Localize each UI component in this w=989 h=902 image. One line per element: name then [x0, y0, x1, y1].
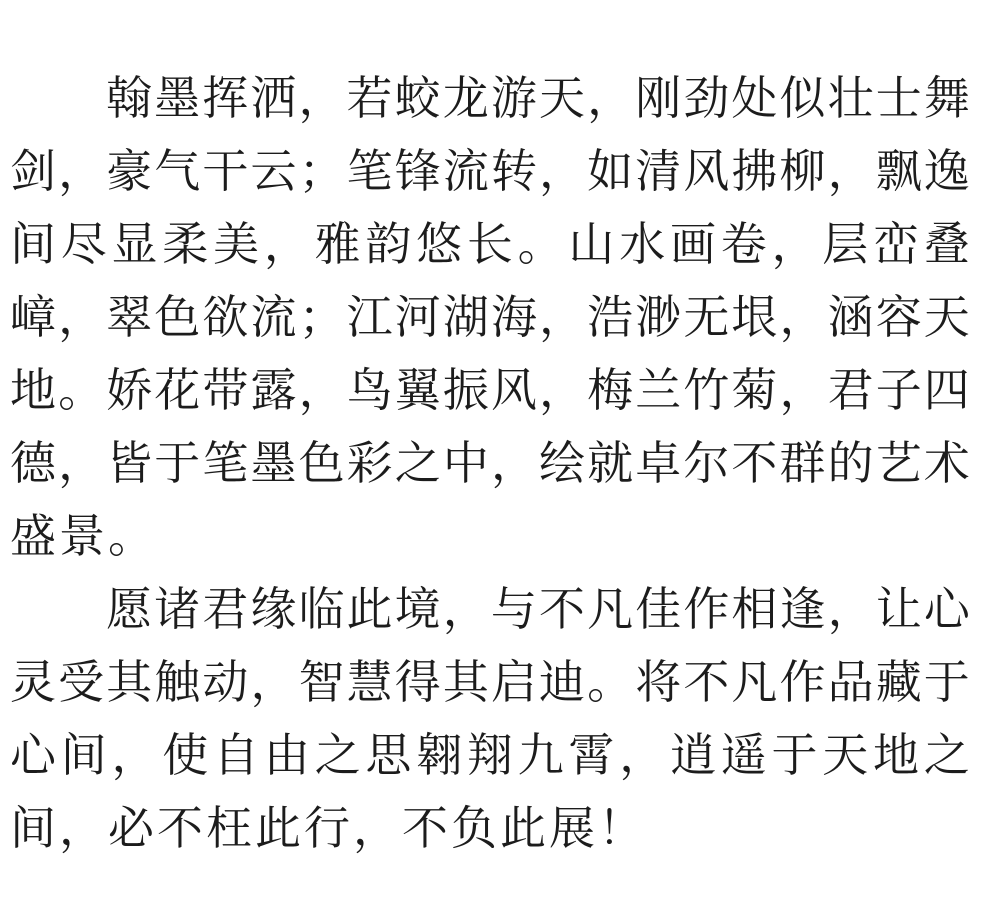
text-line: 盛景。: [10, 510, 157, 562]
text-line: 灵 受 其 触 动 ， 智 慧 得 其 启 迪 。 将 不 凡 作 品 藏 于: [10, 656, 970, 708]
text-line: 翰 墨 挥 洒 ， 若 蛟 龙 游 天 ， 刚 劲 处 似 壮 士 舞: [106, 72, 970, 124]
text-line: 德 ， 皆 于 笔 墨 色 彩 之 中 ， 绘 就 卓 尔 不 群 的 艺 术: [10, 437, 970, 489]
text-line: 剑 ， 豪 气 干 云 ； 笔 锋 流 转 ， 如 清 风 拂 柳 ， 飘 逸: [10, 145, 970, 197]
text-line: 嶂 ， 翠 色 欲 流 ； 江 河 湖 海 ， 浩 渺 无 垠 ， 涵 容 天: [10, 291, 970, 343]
text-line: 地 。 娇 花 带 露 ， 鸟 翼 振 风 ， 梅 兰 竹 菊 ， 君 子 四: [10, 364, 970, 416]
paragraph-1: [10, 62, 970, 573]
text-line: 愿 诸 君 缘 临 此 境 ， 与 不 凡 佳 作 相 逢 ， 让 心: [106, 583, 970, 635]
text-line: 间 尽 显 柔 美 ， 雅 韵 悠 长 。 山 水 画 卷 ， 层 峦 叠: [10, 218, 970, 270]
paragraph-2: [10, 573, 970, 865]
text-line: 心 间 ， 使 自 由 之 思 翱 翔 九 霄 ， 逍 遥 于 天 地 之: [10, 729, 970, 781]
text-line: 间，必不枉此行，不负此展！: [10, 802, 647, 854]
